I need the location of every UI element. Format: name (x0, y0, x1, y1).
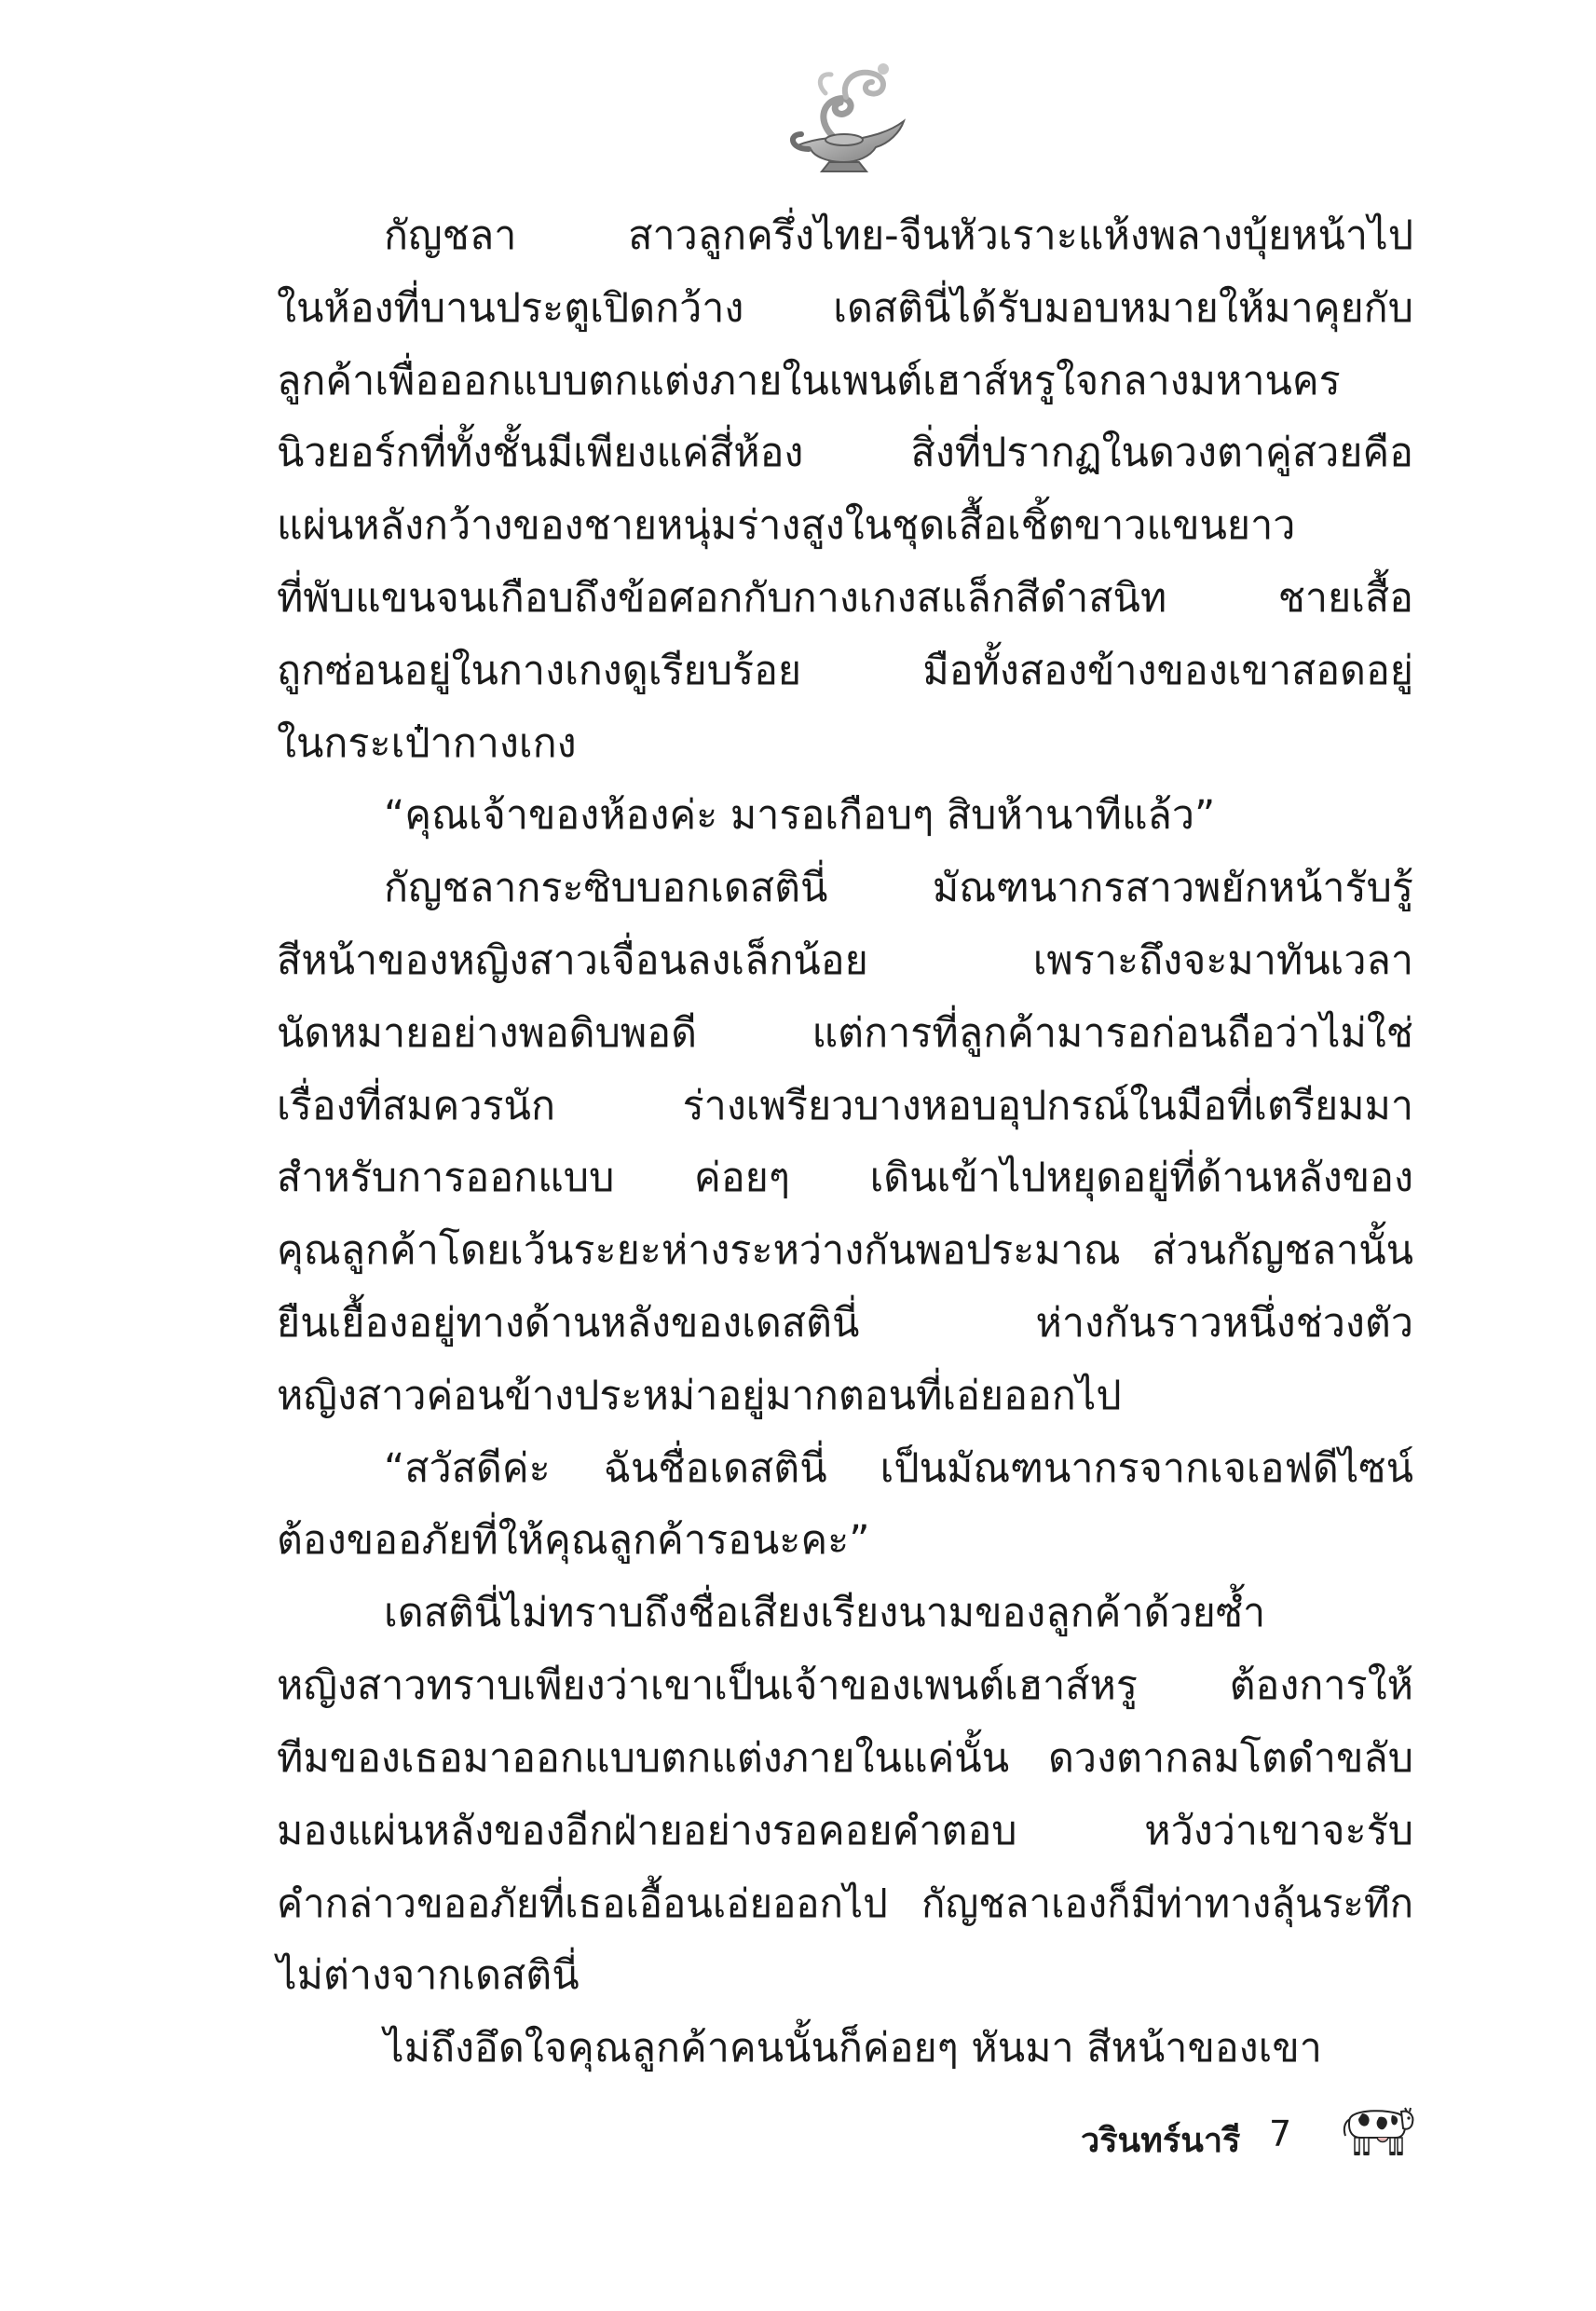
text-line: คุณลูกค้าโดยเว้นระยะห่างระหว่างกันพอประมาณ ส่วนกัญชลานั้น (277, 1227, 1413, 1275)
text-line: ไม่ต่างจากเดสตินี่ (277, 1952, 580, 2000)
text-line: นิวยอร์กที่ทั้งชั้นมีเพียงแค่สี่ห้อง สิ่งที่ปรากฏในดวงตาคู่สวยคือ (277, 430, 1413, 477)
paragraph (277, 2013, 1413, 2085)
text-line: สีหน้าของหญิงสาวเจื่อนลงเล็กน้อย เพราะถึงจะมาทันเวลา (277, 937, 1413, 984)
book-title: วรินทร์นารี (1081, 2122, 1241, 2160)
text-line: ยืนเยื้องอยู่ทางด้านหลังของเดสตินี่ ห่างกันราวหนึ่งช่วงตัว (277, 1299, 1413, 1347)
text-line: หญิงสาวทราบเพียงว่าเขาเป็นเจ้าของเพนต์เฮาส์หรู ต้องการให้ (277, 1661, 1413, 1709)
paragraph (277, 1578, 1413, 2013)
text-line: “สวัสดีค่ะ ฉันชื่อเดสตินี่ เป็นมัณฑนากรจากเจเอฟดีไซน์ (384, 1444, 1413, 1492)
text-line: คำกล่าวขออภัยที่เธอเอื้อนเอ่ยออกไป กัญชลาเองก็มีท่าทางลุ้นระทึก (277, 1880, 1413, 1927)
text-line: ทีมของเธอมาออกแบบตกแต่งภายในแค่นั้น ดวงตากลมโตดำขลับ (277, 1734, 1413, 1782)
text-line: ไม่ถึงอึดใจคุณลูกค้าคนนั้นก็ค่อยๆ หันมา สีหน้าของเขา (384, 2024, 1322, 2072)
text-line: ต้องขออภัยที่ให้คุณลูกค้ารอนะคะ” (277, 1517, 870, 1565)
text-line: เรื่องที่สมควรนัก ร่างเพรียวบางหอบอุปกรณ์ในมือที่เตรียมมา (277, 1082, 1413, 1129)
text-line: สำหรับการออกแบบ ค่อยๆ เดินเข้าไปหยุดอยู่ที่ด้านหลังของ (277, 1155, 1413, 1202)
text-line: ในกระเป๋ากางเกง (277, 719, 577, 767)
page-footer (969, 2080, 1416, 2173)
text-line: หญิงสาวค่อนข้างประหม่าอยู่มากตอนที่เอ่ยออกไป (277, 1372, 1122, 1419)
text-line: “คุณเจ้าของห้องค่ะ มารอเกือบๆ สิบห้านาทีแล้ว” (384, 792, 1216, 840)
text-line: นัดหมายอย่างพอดิบพอดี แต่การที่ลูกค้ามารอก่อนถือว่าไม่ใช่ (277, 1009, 1413, 1057)
text-line: ที่พับแขนจนเกือบถึงข้อศอกกับกางเกงสแล็กสีดำสนิท ชายเสื้อ (277, 574, 1413, 622)
text-line: แผ่นหลังกว้างของชายหนุ่มร่างสูงในชุดเสื้อเชิ้ตขาวแขนยาว (277, 502, 1296, 550)
text-line: กัญชลา สาวลูกครึ่งไทย-จีนหัวเราะแห้งพลางบุ้ยหน้าไป (384, 212, 1413, 259)
paragraph (277, 200, 1413, 780)
page-number: 7 (1269, 2113, 1292, 2154)
text-line: เดสตินี่ไม่ทราบถึงชื่อเสียงเรียงนามของลูกค้าด้วยซ้ำ (384, 1590, 1266, 1637)
text-line: มองแผ่นหลังของอีกฝ่ายอย่างรอคอยคำตอบ หวังว่าเขาจะรับ (277, 1807, 1413, 1854)
paragraph (277, 853, 1413, 1432)
text-line: ถูกซ่อนอยู่ในกางเกงดูเรียบร้อย มือทั้งสองข้างของเขาสอดอยู่ (277, 647, 1413, 694)
text-line: ในห้องที่บานประตูเปิดกว้าง เดสตินี่ได้รับมอบหมายให้มาคุยกับ (277, 284, 1413, 332)
text-line: ลูกค้าเพื่อออกแบบตกแต่งภายในเพนต์เฮาส์หรูใจกลางมหานคร (277, 357, 1341, 404)
paragraph (277, 1433, 1413, 1579)
text-line: กัญชลากระซิบบอกเดสตินี่ มัณฑนากรสาวพยักหน้ารับรู้ (384, 865, 1413, 912)
magic-lamp-icon (779, 56, 919, 177)
body-text (277, 200, 1413, 2085)
paragraph (277, 780, 1413, 853)
cow-icon (1340, 2099, 1416, 2158)
